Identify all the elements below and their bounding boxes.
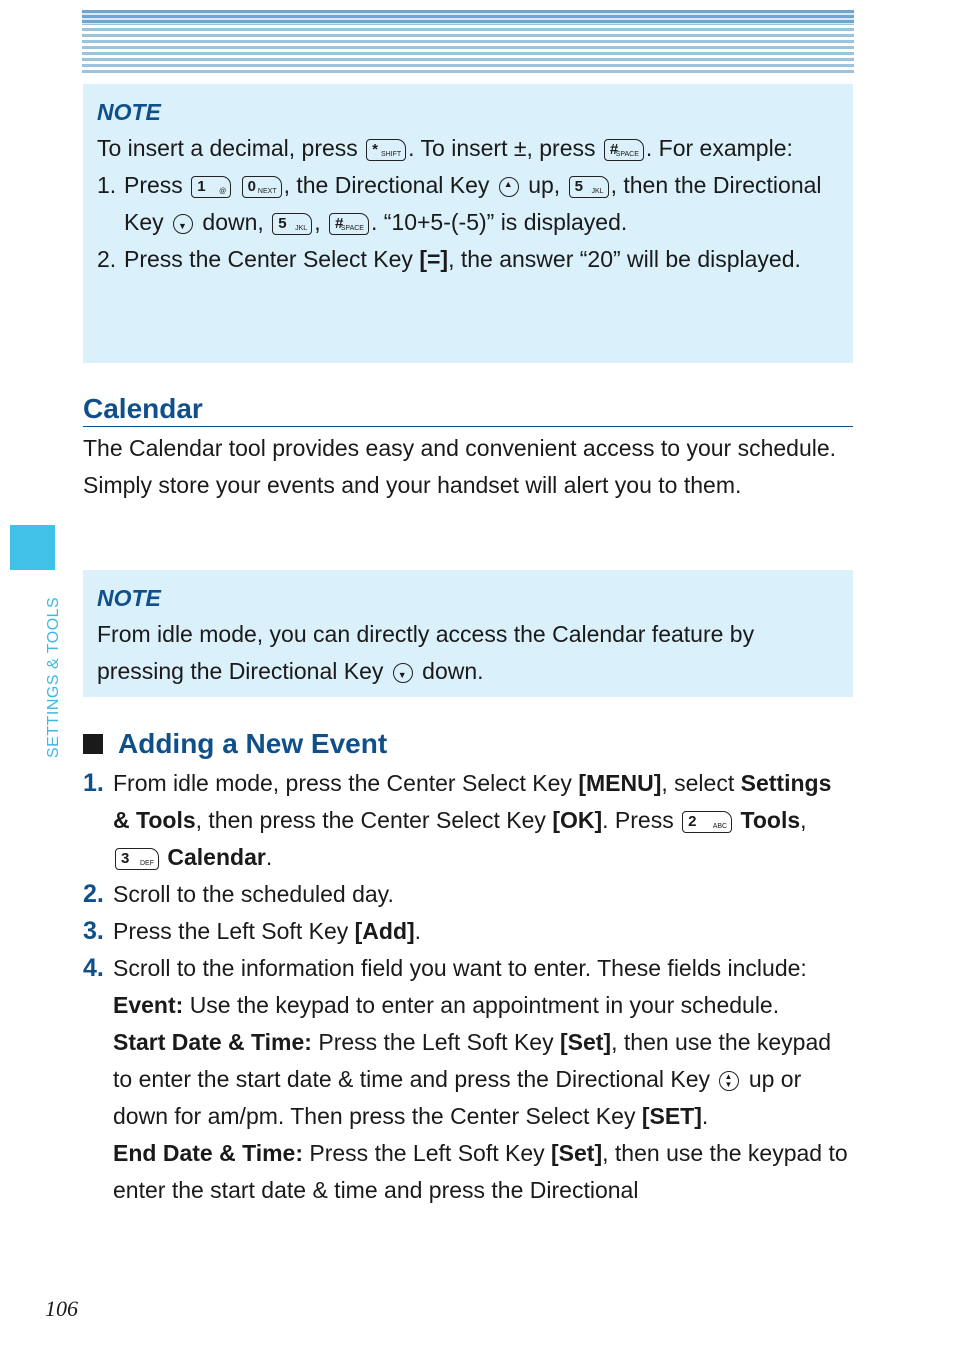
set-key-label: [Set] [551,1140,603,1166]
note-text [97,616,839,690]
page-number: 106 [45,1296,78,1321]
step-content: Scroll to the scheduled day. [113,881,394,907]
step-text: , then the Directional Key [124,172,822,235]
end-field-text: Press the Left Soft Key [309,1140,545,1166]
note-text-b: down. [422,658,484,684]
calendar-description [83,430,853,504]
note-box-decimal [83,84,853,363]
step-text: From idle mode, press the Center Select Key [113,770,572,796]
end-field-label: End Date & Time: [113,1140,303,1166]
step-number: 1. [97,172,117,198]
header-stripes [82,10,854,76]
event-field [113,987,853,1024]
step-2 [83,876,853,913]
directional-key-updown-icon: ▲ ▼ [719,1071,739,1091]
step-text: Press the Center Select Key [124,246,413,272]
step-number: 4. [83,954,104,982]
note-text-a: From idle mode, you can directly access the Calendar feature by pressing the Directional Key [97,621,755,684]
step-number: 2. [97,246,117,272]
end-field [113,1135,853,1209]
step-text: , the answer “20” will be displayed. [448,246,801,272]
note-step-2 [97,241,839,278]
step-content [124,167,839,241]
step-text: , [314,209,321,235]
zero-next-key-icon: 0 NEXT [242,176,282,198]
equals-key-label: [=] [419,246,449,272]
start-field-text: Press the Left Soft Key [318,1029,554,1055]
step-text: , select [661,770,735,796]
note-step-1 [97,167,839,241]
step-text: , then press the Center Select Key [195,807,546,833]
settings-tools-label: Settings & Tools [113,770,832,833]
three-def-key-icon: 3 DEF [115,848,159,870]
calendar-para-1: The Calendar tool provides easy and convenient access to your schedule. [83,435,837,461]
one-key-icon: 1 @ [191,176,231,198]
step-number: 2. [83,880,104,908]
adding-steps [83,765,853,1209]
step-text: . [414,918,422,944]
step-content [113,765,853,876]
five-jkl-key-icon: 5 JKL [272,213,312,235]
note-intro-text: To insert a decimal, press [97,135,358,161]
directional-key-down-icon: ▼ [393,663,413,683]
step-text: , the Directional Key [283,172,490,198]
step-content [113,913,853,950]
tools-label: Tools [740,807,801,833]
ok-key-label: [OK] [552,807,603,833]
section-tab [10,525,55,570]
set-key-label: [SET] [641,1103,702,1129]
step-1 [83,765,853,876]
step-text: Scroll to the information field you want to enter. These fields include: [113,955,807,981]
start-field-text: up or down for am/pm. Then press the Center Select Key [113,1066,802,1129]
star-shift-key-icon: * SHIFT [366,139,406,161]
step-text: . [265,844,273,870]
section-label: SETTINGS & TOOLS [45,596,62,758]
calendar-heading: Calendar [83,392,853,427]
calendar-label: Calendar [167,844,266,870]
start-field [113,1024,853,1135]
add-key-label: [Add] [354,918,415,944]
start-field-text: . [701,1103,709,1129]
note-box-calendar [83,570,853,697]
step-4 [83,950,853,1209]
step-text: Press the Left Soft Key [113,918,349,944]
start-field-text: , then use the keypad to enter the start date & time and press the Directional Key [113,1029,832,1092]
start-field-label: Start Date & Time: [113,1029,312,1055]
end-field-text: , then use the keypad to enter the start date & time and press the Directional [113,1140,848,1203]
two-abc-key-icon: 2 ABC [682,811,732,833]
square-bullet-icon [83,734,103,754]
step-content [113,950,853,1209]
adding-event-title: Adding a New Event [118,728,388,759]
hash-space-key-icon: # SPACE [329,213,369,235]
note-title: NOTE [97,99,161,125]
adding-event-heading [83,727,853,761]
menu-key-label: [MENU] [578,770,662,796]
calendar-para-2: Simply store your events and your handset will alert you to them. [83,472,742,498]
event-field-label: Event: [113,992,184,1018]
step-text: . Press [602,807,674,833]
set-key-label: [Set] [559,1029,612,1055]
hash-space-key-icon: # SPACE [604,139,644,161]
five-jkl-key-icon: 5 JKL [569,176,609,198]
step-text: up, [528,172,561,198]
step-text: , [800,807,807,833]
step-text: down, [202,209,264,235]
directional-key-down-icon: ▼ [173,214,193,234]
event-field-text: Use the keypad to enter an appointment in your schedule. [189,992,780,1018]
step-number: 1. [83,769,104,797]
step-3 [83,913,853,950]
step-content [124,241,801,278]
note-intro [97,130,839,167]
step-number: 3. [83,917,104,945]
note-title: NOTE [97,585,161,611]
directional-key-up-icon: ▲ [499,177,519,197]
note-intro-text: . For example: [645,135,793,161]
note-intro-text: . To insert ±, press [408,135,596,161]
step-text: Press [124,172,183,198]
step-text: . “10+5-(-5)” is displayed. [370,209,628,235]
